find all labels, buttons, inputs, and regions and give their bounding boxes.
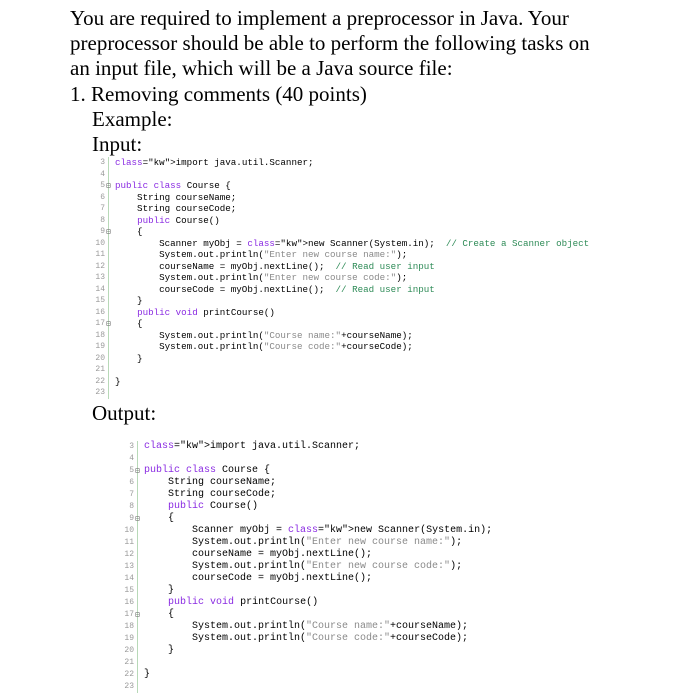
output-code-line	[122, 501, 542, 513]
input-code-line	[93, 203, 563, 215]
code-text: class="kw">import java.util.Scanner;	[115, 157, 314, 168]
line-number: 22	[124, 670, 134, 679]
line-number: 18	[124, 622, 134, 631]
code-text: }	[115, 375, 121, 387]
gutter-line	[137, 597, 138, 609]
gutter-line	[108, 330, 109, 342]
line-number: 19	[124, 634, 134, 643]
input-code-line	[93, 169, 563, 181]
output-code-line	[122, 489, 542, 501]
input-code-line	[93, 364, 563, 376]
line-number: 3	[129, 442, 134, 451]
gutter-line	[137, 585, 138, 597]
line-number: 11	[95, 250, 105, 259]
fold-toggle-icon: ⊟	[106, 320, 111, 329]
code-text: }	[144, 669, 151, 680]
line-number: 8	[129, 502, 134, 511]
input-code-line	[93, 341, 563, 353]
line-number: 4	[129, 454, 134, 463]
intro-line-1: You are required to implement a preprocessor in Java. Your	[70, 6, 569, 30]
line-number: 9	[129, 514, 134, 523]
gutter-line	[137, 453, 138, 465]
input-code-line	[93, 249, 563, 261]
gutter-line	[108, 376, 109, 388]
line-number: 16	[95, 307, 105, 317]
gutter-line	[137, 645, 138, 657]
gutter-line	[108, 284, 109, 296]
code-text: class="kw">import java.util.Scanner;	[144, 441, 361, 452]
input-code-line	[93, 272, 563, 284]
gutter-line	[108, 215, 109, 227]
input-code-line	[93, 226, 563, 238]
code-text: String courseCode;	[144, 489, 277, 500]
gutter-line	[137, 633, 138, 645]
code-text: courseCode = myObj.nextLine(); // Read user input	[115, 283, 435, 295]
output-code-line	[122, 669, 542, 681]
line-number: 23	[124, 682, 134, 691]
line-number: 13	[95, 273, 105, 282]
input-code-line	[93, 180, 563, 192]
output-code-block	[122, 441, 542, 693]
line-number: 21	[124, 658, 134, 667]
code-text: String courseName;	[144, 477, 277, 488]
code-text: courseCode = myObj.nextLine();	[144, 573, 373, 584]
gutter-line	[108, 249, 109, 261]
input-code-line	[93, 261, 563, 273]
gutter-line	[137, 621, 138, 633]
line-number: 16	[124, 598, 134, 607]
code-text: System.out.println("Enter new course code:");	[115, 272, 408, 283]
gutter-line	[137, 573, 138, 585]
code-text: {	[144, 513, 175, 524]
output-code-line	[122, 645, 542, 657]
output-code-line	[122, 441, 542, 453]
input-code-line	[93, 387, 563, 399]
line-number: 23	[95, 388, 105, 397]
code-text: System.out.println("Course code:"+courseCode);	[115, 341, 413, 352]
line-number: 3	[100, 158, 105, 167]
gutter-line	[137, 669, 138, 681]
intro-line-3: an input file, which will be a Java source file:	[70, 56, 453, 80]
input-code-line	[93, 353, 563, 365]
line-number: 5	[129, 466, 134, 475]
line-number: 4	[100, 169, 105, 179]
gutter-line	[108, 238, 109, 250]
output-code-line	[122, 681, 542, 693]
gutter-line	[137, 501, 138, 513]
gutter-line	[108, 192, 109, 204]
output-code-line	[122, 549, 542, 561]
gutter-line	[108, 261, 109, 273]
gutter-line	[108, 387, 109, 399]
line-number: 8	[100, 215, 105, 225]
line-number: 5	[100, 181, 105, 190]
input-label: Input:	[92, 132, 143, 156]
code-text: System.out.println("Course name:"+courseName);	[115, 329, 413, 341]
line-number: 19	[95, 342, 105, 351]
line-number: 6	[129, 478, 134, 487]
line-number: 6	[100, 192, 105, 202]
code-text: {	[115, 226, 143, 237]
code-text: System.out.println("Enter new course code:");	[144, 561, 463, 572]
gutter-line	[137, 489, 138, 501]
line-number: 22	[95, 376, 105, 386]
fold-toggle-icon: ⊟	[135, 467, 140, 476]
line-number: 21	[95, 365, 105, 374]
gutter-line	[137, 657, 138, 669]
code-text: System.out.println("Course name:"+courseName);	[144, 621, 469, 632]
gutter-line	[108, 307, 109, 319]
gutter-line	[108, 203, 109, 215]
line-number: 20	[95, 353, 105, 363]
gutter-line	[108, 295, 109, 307]
output-code-line	[122, 621, 542, 633]
fold-toggle-icon: ⊟	[106, 228, 111, 237]
code-text: Scanner myObj = class="kw">new Scanner(System.in);	[144, 525, 493, 536]
gutter-line	[108, 353, 109, 365]
line-number: 20	[124, 646, 134, 655]
output-code-line	[122, 609, 542, 621]
output-code-line	[122, 513, 542, 525]
code-text: }	[144, 645, 175, 656]
code-text: public class Course {	[115, 180, 231, 191]
line-number: 17	[95, 319, 105, 328]
line-number: 12	[124, 550, 134, 559]
fold-toggle-icon: ⊟	[135, 611, 140, 620]
code-text: String courseCode;	[115, 203, 237, 214]
line-number: 15	[95, 296, 105, 305]
gutter-line	[108, 157, 109, 169]
line-number: 15	[124, 586, 134, 595]
output-code-line	[122, 525, 542, 537]
example-label: Example:	[92, 107, 173, 131]
gutter-line	[137, 549, 138, 561]
code-text: public Course()	[137, 214, 220, 226]
gutter-line	[108, 364, 109, 376]
code-text: System.out.println("Enter new course name:");	[144, 537, 463, 548]
task-heading: 1. Removing comments (40 points)	[70, 82, 367, 106]
gutter-line	[137, 477, 138, 489]
line-number: 14	[124, 574, 134, 583]
line-number: 10	[124, 526, 134, 535]
problem-statement	[70, 6, 680, 81]
code-text: }	[144, 585, 175, 596]
code-text: public void printCourse()	[137, 306, 275, 318]
output-code-line	[122, 453, 542, 465]
gutter-line	[137, 681, 138, 693]
line-number: 14	[95, 284, 105, 294]
code-text: Scanner myObj = class="kw">new Scanner(System.in); // Create a Scanner object	[115, 237, 590, 249]
line-number: 11	[124, 538, 134, 547]
input-code-line	[93, 237, 590, 250]
code-text: {	[144, 609, 175, 620]
code-text: }	[115, 352, 143, 364]
input-code-line	[93, 215, 563, 227]
line-number: 18	[95, 330, 105, 340]
gutter-line	[137, 525, 138, 537]
input-code-line	[93, 330, 563, 342]
fold-toggle-icon: ⊟	[135, 515, 140, 524]
output-label: Output:	[92, 401, 157, 425]
code-text: {	[115, 318, 143, 329]
input-code-line	[93, 284, 563, 296]
gutter-line	[108, 169, 109, 181]
line-number: 17	[124, 610, 134, 619]
gutter-line	[137, 537, 138, 549]
output-code-line	[122, 657, 542, 669]
output-code-line	[122, 585, 542, 597]
input-code-line	[93, 295, 563, 307]
code-text: public void printCourse()	[168, 597, 319, 608]
code-text: public Course()	[168, 501, 259, 512]
code-text: System.out.println("Enter new course name:");	[115, 249, 408, 260]
gutter-line	[108, 341, 109, 353]
gutter-line	[137, 561, 138, 573]
output-code-line	[122, 477, 542, 489]
output-code-line	[122, 561, 542, 573]
input-code-line	[93, 307, 563, 319]
gutter-line	[137, 441, 138, 453]
code-text: courseName = myObj.nextLine(); // Read user input	[115, 260, 435, 272]
line-number: 10	[95, 238, 105, 248]
input-code-block	[93, 157, 590, 399]
line-number: 12	[95, 261, 105, 271]
code-text: courseName = myObj.nextLine();	[144, 549, 373, 560]
code-text: System.out.println("Course code:"+courseCode);	[144, 633, 469, 644]
output-code-line	[122, 573, 542, 585]
output-code-line	[122, 537, 542, 549]
code-text: }	[115, 295, 143, 306]
code-text: public class Course {	[144, 465, 271, 476]
line-number: 13	[124, 562, 134, 571]
line-number: 9	[100, 227, 105, 236]
intro-line-2: preprocessor should be able to perform the following tasks on	[70, 31, 590, 55]
output-code-line	[122, 465, 542, 477]
output-code-line	[122, 633, 542, 645]
input-code-line	[93, 318, 563, 330]
input-code-line	[93, 192, 563, 204]
input-code-line	[93, 157, 563, 169]
fold-toggle-icon: ⊟	[106, 182, 111, 191]
code-text: String courseName;	[115, 191, 237, 203]
gutter-line	[108, 272, 109, 284]
line-number: 7	[129, 490, 134, 499]
line-number: 7	[100, 204, 105, 213]
input-code-line	[93, 376, 563, 388]
output-code-line	[122, 597, 542, 609]
